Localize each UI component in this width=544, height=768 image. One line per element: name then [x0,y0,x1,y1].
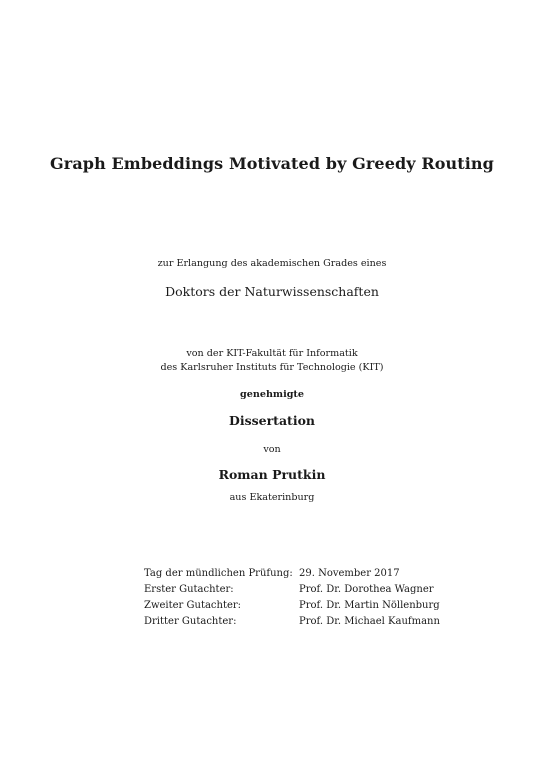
document-title: Graph Embeddings Motivated by Greedy Routing [50,154,494,173]
faculty-line-1: von der KIT-Fakultät für Informatik [186,348,358,359]
committee-value: Prof. Dr. Martin Nöllenburg [299,600,440,611]
committee-value: Prof. Dr. Dorothea Wagner [299,584,434,595]
committee-table [144,566,440,630]
author-name: Roman Prutkin [218,467,326,482]
degree-purpose: zur Erlangung des akademischen Grades eines [157,258,387,269]
committee-row [144,582,440,598]
by-label: von [263,444,281,455]
committee-label: Dritter Gutachter: [144,616,237,627]
committee-label: Erster Gutachter: [144,584,234,595]
approved-label: genehmigte [240,389,304,400]
committee-row [144,614,440,630]
committee-label: Tag der mündlichen Prüfung: [144,568,293,579]
degree-name: Doktors der Naturwissenschaften [165,284,379,299]
document-type: Dissertation [228,413,316,428]
committee-row [144,566,440,582]
committee-label: Zweiter Gutachter: [144,600,242,611]
committee-row [144,598,440,614]
author-origin: aus Ekaterinburg [229,492,315,503]
committee-value: 29. November 2017 [299,568,400,579]
committee-value: Prof. Dr. Michael Kaufmann [299,616,440,627]
faculty-line-2: des Karlsruher Instituts für Technologie (KIT) [160,362,384,373]
